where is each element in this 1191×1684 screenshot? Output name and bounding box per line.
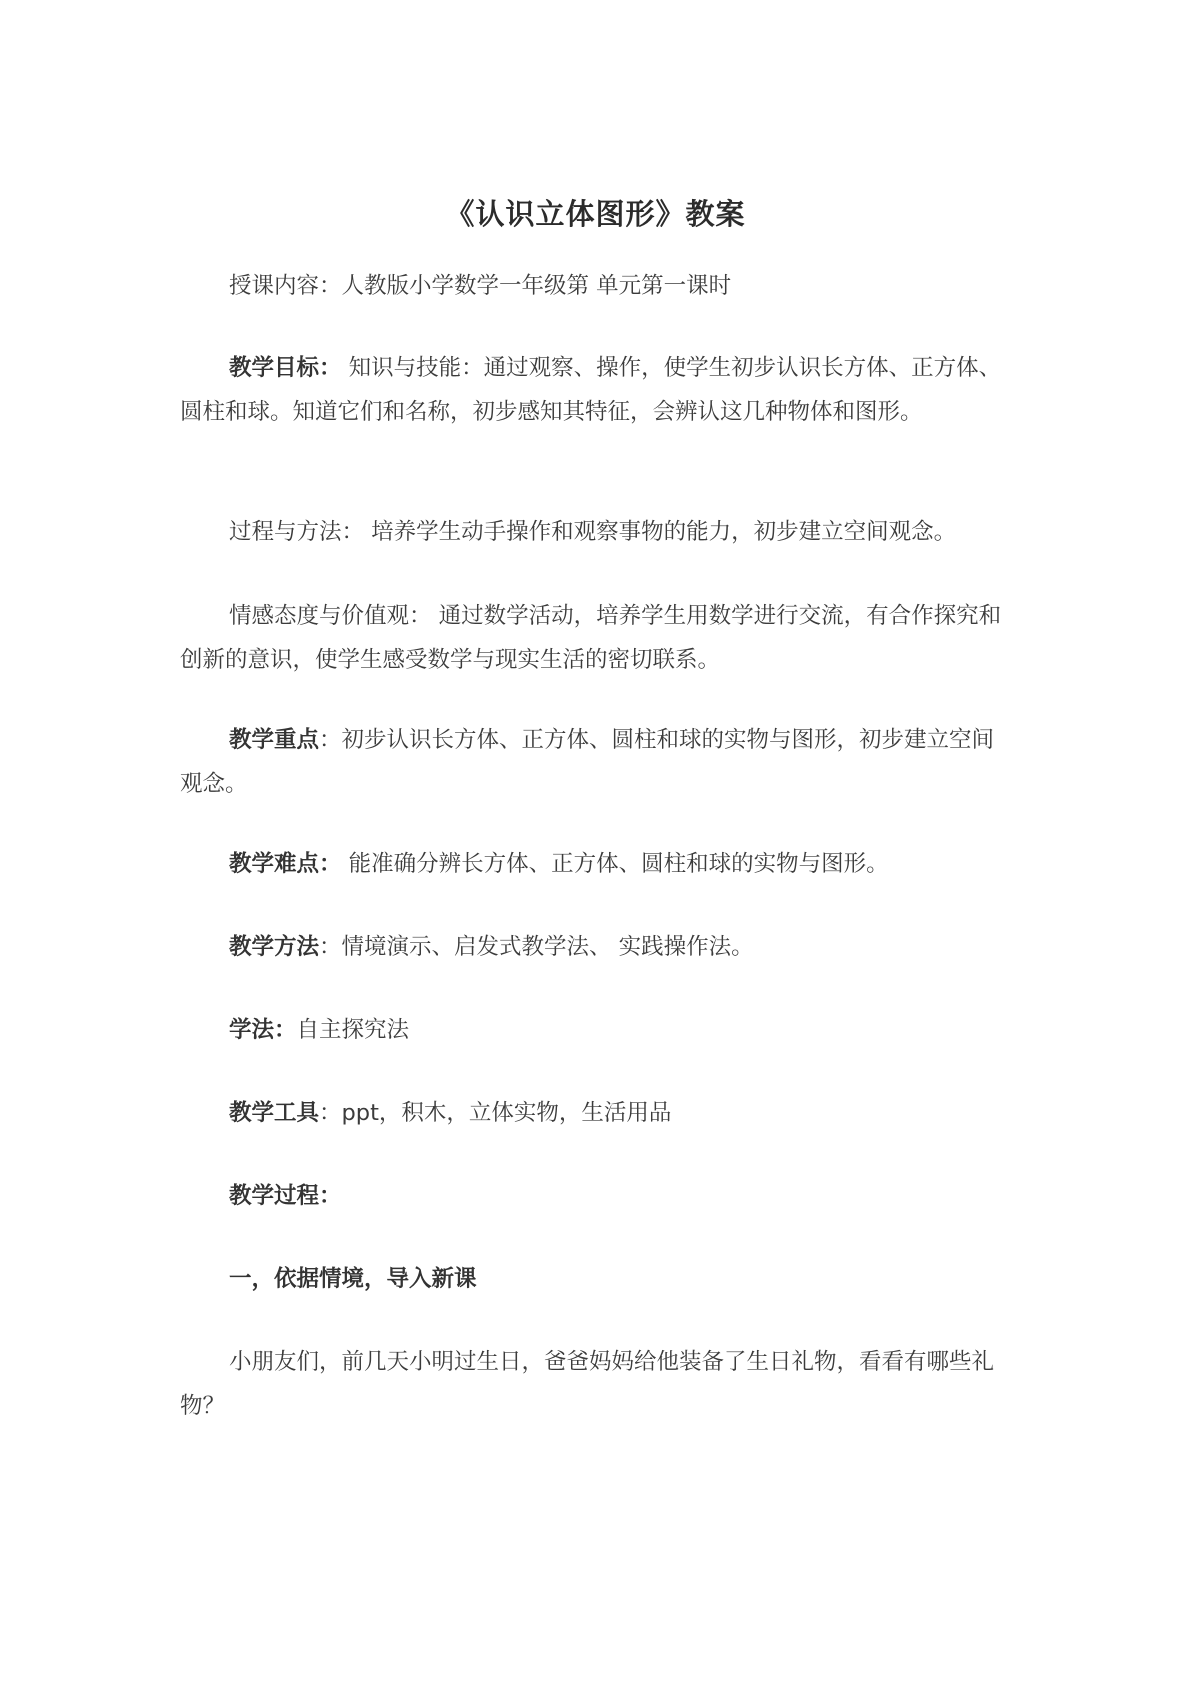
objectives-label: 教学目标： bbox=[229, 355, 342, 381]
tools-text: ：ppt，积木，立体实物，生活用品 bbox=[319, 1100, 672, 1126]
tools-paragraph bbox=[180, 1091, 1010, 1135]
emotion-paragraph: 情感态度与价值观： 通过数学活动，培养学生用数学进行交流，有合作探究和创新的意识，使学生感受数学与现实生活的密切联系。 bbox=[180, 603, 1002, 673]
method-text: ：情境演示、启发式教学法、 实践操作法。 bbox=[319, 934, 754, 960]
objectives-text: 知识与技能：通过观察、操作，使学生初步认识长方体、正方体、圆柱和球。知道它们和名称，初步感知其特征，会辨认这几种物体和图形。 bbox=[180, 355, 1002, 425]
intro-paragraph: 小朋友们，前几天小明过生日，爸爸妈妈给他装备了生日礼物，看看有哪些礼物？ bbox=[180, 1349, 995, 1419]
content-paragraph: 授课内容：人教版小学数学一年级第 单元第一课时 bbox=[229, 273, 732, 299]
study-text: 自主探究法 bbox=[296, 1017, 410, 1043]
keypoint-paragraph bbox=[180, 718, 1010, 806]
document-title: 《认识立体图形》教案 bbox=[445, 197, 746, 231]
objectives-paragraph bbox=[180, 346, 1010, 434]
section-heading-1: 一，依据情境，导入新课 bbox=[229, 1266, 477, 1292]
study-label: 学法： bbox=[229, 1017, 297, 1043]
method-label: 教学方法 bbox=[229, 934, 320, 960]
process-heading: 教学过程： bbox=[229, 1183, 342, 1209]
difficulty-text: 能准确分辨长方体、正方体、圆柱和球的实物与图形。 bbox=[341, 851, 889, 877]
tools-label: 教学工具 bbox=[229, 1100, 320, 1126]
method-paragraph bbox=[180, 925, 1010, 969]
difficulty-paragraph bbox=[180, 842, 1010, 886]
study-paragraph bbox=[180, 1008, 1010, 1052]
difficulty-label: 教学难点： bbox=[229, 851, 342, 877]
keypoint-label: 教学重点 bbox=[229, 727, 320, 753]
process-method-paragraph: 过程与方法： 培养学生动手操作和观察事物的能力，初步建立空间观念。 bbox=[229, 519, 957, 545]
keypoint-text: ：初步认识长方体、正方体、圆柱和球的实物与图形，初步建立空间观念。 bbox=[180, 727, 995, 797]
